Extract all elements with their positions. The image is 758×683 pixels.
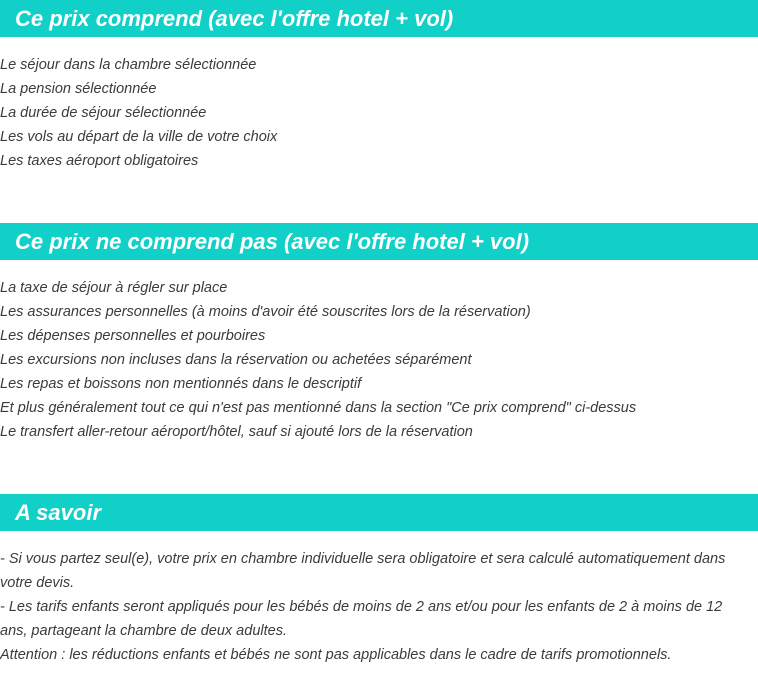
list-item: Les assurances personnelles (à moins d'avoir été souscrites lors de la réservation) <box>0 304 531 320</box>
section-title-excluded: Ce prix ne comprend pas (avec l'offre hotel + vol) <box>0 223 758 260</box>
list-item: Le séjour dans la chambre sélectionnée <box>0 57 257 73</box>
list-item: Les repas et boissons non mentionnés dans le descriptif <box>0 376 362 392</box>
list-item: Les excursions non incluses dans la réservation ou achetées séparément <box>0 352 472 368</box>
included-list <box>0 53 758 173</box>
info-text <box>0 547 752 667</box>
excluded-list <box>0 276 758 444</box>
list-item: Le transfert aller-retour aéroport/hôtel, sauf si ajouté lors de la réservation <box>0 424 473 440</box>
info-paragraph: Attention : les réductions enfants et bébés ne sont pas applicables dans le cadre de tarifs promotionnels. <box>0 647 672 663</box>
list-item: Les taxes aéroport obligatoires <box>0 153 199 169</box>
list-item: Les dépenses personnelles et pourboires <box>0 328 266 344</box>
section-title-included: Ce prix comprend (avec l'offre hotel + vol) <box>0 0 758 37</box>
list-item: La durée de séjour sélectionnée <box>0 105 207 121</box>
list-item: Et plus généralement tout ce qui n'est pas mentionné dans la section "Ce prix comprend" ci-dessus <box>0 400 637 416</box>
list-item: Les vols au départ de la ville de votre choix <box>0 129 278 145</box>
list-item: La pension sélectionnée <box>0 81 157 97</box>
info-paragraph: - Si vous partez seul(e), votre prix en chambre individuelle sera obligatoire et sera calculé automatiquement dans votre devis. <box>0 551 726 591</box>
section-title-info: A savoir <box>0 494 758 531</box>
info-paragraph: - Les tarifs enfants seront appliqués pour les bébés de moins de 2 ans et/ou pour les enfants de 2 à moins de 12 ans, partageant la chambre de deux adultes. <box>0 599 723 639</box>
list-item: La taxe de séjour à régler sur place <box>0 280 228 296</box>
